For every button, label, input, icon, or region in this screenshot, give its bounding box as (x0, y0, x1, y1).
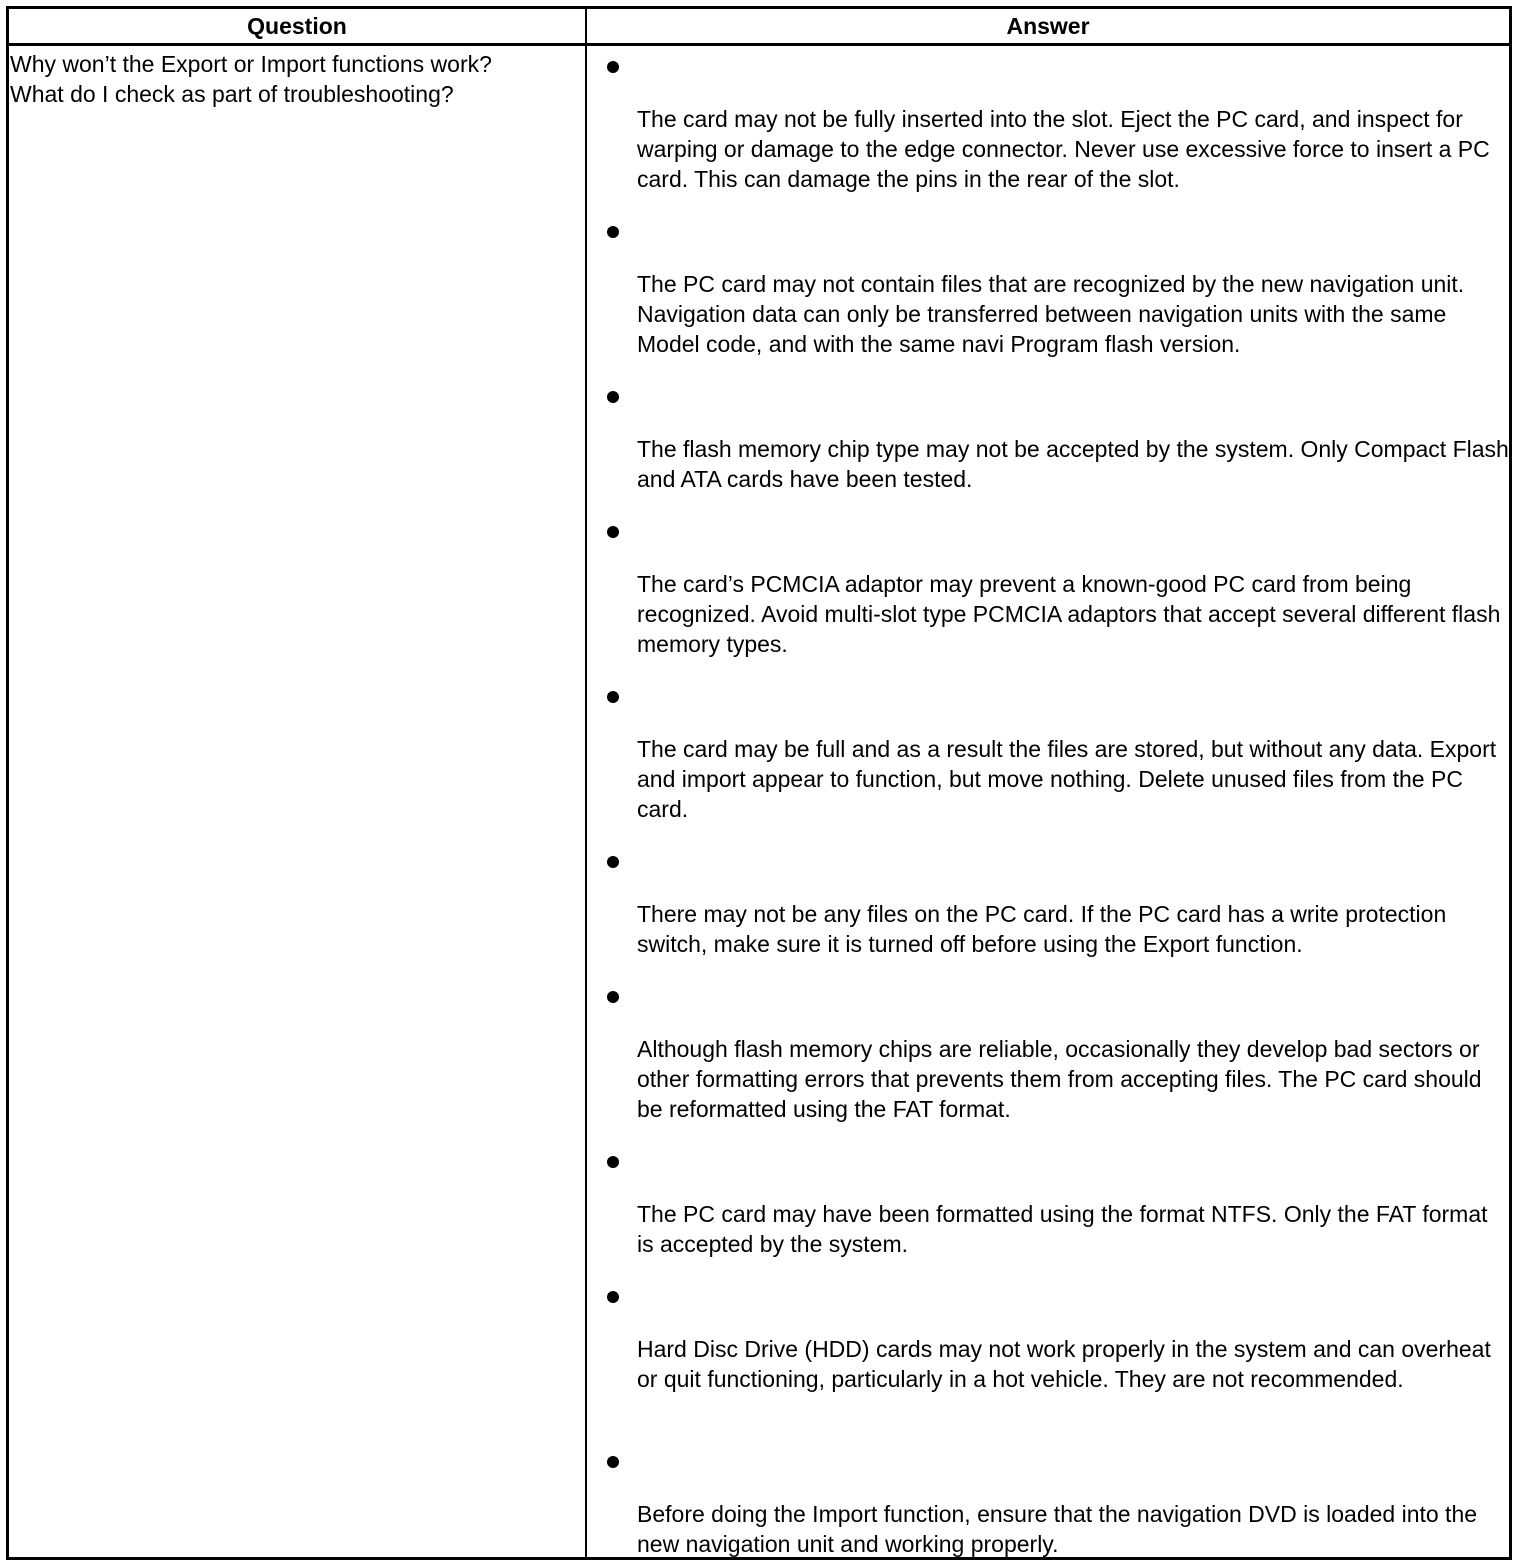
bullet-icon (607, 1156, 619, 1168)
answer-text: The PC card may have been formatted using the format NTFS. Only the FAT format is accepted by the system. (637, 1201, 1488, 1257)
answer-bullet-item (587, 211, 1509, 376)
answer-text: The card may not be fully inserted into the slot. Eject the PC card, and inspect for warping or damage to the edge connector. Never use excessive force to insert a PC card. This can damage the pins in the rear of the slot. (637, 106, 1490, 192)
faq-table (6, 6, 1512, 1560)
question-line: Why won’t the Export or Import functions work? (10, 51, 492, 77)
bullet-icon (607, 226, 619, 238)
bullet-icon (607, 1291, 619, 1303)
answer-bullet-item (587, 841, 1509, 976)
bullet-icon (607, 526, 619, 538)
answer-text: The card’s PCMCIA adaptor may prevent a known-good PC card from being recognized. Avoid multi-slot type PCMCIA adaptors that accept several different flash memory types. (637, 571, 1501, 657)
header-question: Question (247, 13, 347, 39)
answer-bullet-item (587, 511, 1509, 676)
answer-text: The card may be full and as a result the files are stored, but without any data. Export and import appear to function, but move nothing. Delete unused files from the PC card. (637, 736, 1497, 822)
header-answer: Answer (1006, 13, 1090, 39)
bullet-icon (607, 691, 619, 703)
table-header-row (9, 9, 1509, 46)
answer-cell (587, 46, 1509, 1560)
answer-bullet-item (587, 1276, 1509, 1441)
answer-text: The PC card may not contain files that are recognized by the new navigation unit. Navigation data can only be transferred between navigation units with the same Model code, and with the same navi Program flash version. (637, 271, 1465, 357)
answer-bullet-item (587, 976, 1509, 1141)
bullet-icon (607, 856, 619, 868)
answer-text: There may not be any files on the PC card. If the PC card has a write protection switch, make sure it is turned off before using the Export function. (637, 901, 1447, 957)
question-line: What do I check as part of troubleshooting? (10, 81, 454, 107)
answer-bullet-item (587, 1141, 1509, 1276)
bullet-icon (607, 1456, 619, 1468)
bullet-icon (607, 991, 619, 1003)
question-cell (10, 49, 580, 109)
bullet-icon (607, 391, 619, 403)
bullet-icon (607, 61, 619, 73)
answer-text: Although flash memory chips are reliable, occasionally they develop bad sectors or other formatting errors that prevents them from accepting files. The PC card should be reformatted using the FAT format. (637, 1036, 1482, 1122)
answer-bullet-item (587, 376, 1509, 511)
answer-bullet-item (587, 676, 1509, 841)
answer-text: Hard Disc Drive (HDD) cards may not work properly in the system and can overheat or quit functioning, particularly in a hot vehicle. They are not recommended. (637, 1336, 1491, 1392)
answer-bullet-item (587, 46, 1509, 211)
answer-text: The flash memory chip type may not be accepted by the system. Only Compact Flash and ATA cards have been tested. (637, 436, 1509, 492)
answer-bullet-item (587, 1441, 1509, 1560)
answer-text: Before doing the Import function, ensure that the navigation DVD is loaded into the new navigation unit and working properly. (637, 1501, 1478, 1557)
